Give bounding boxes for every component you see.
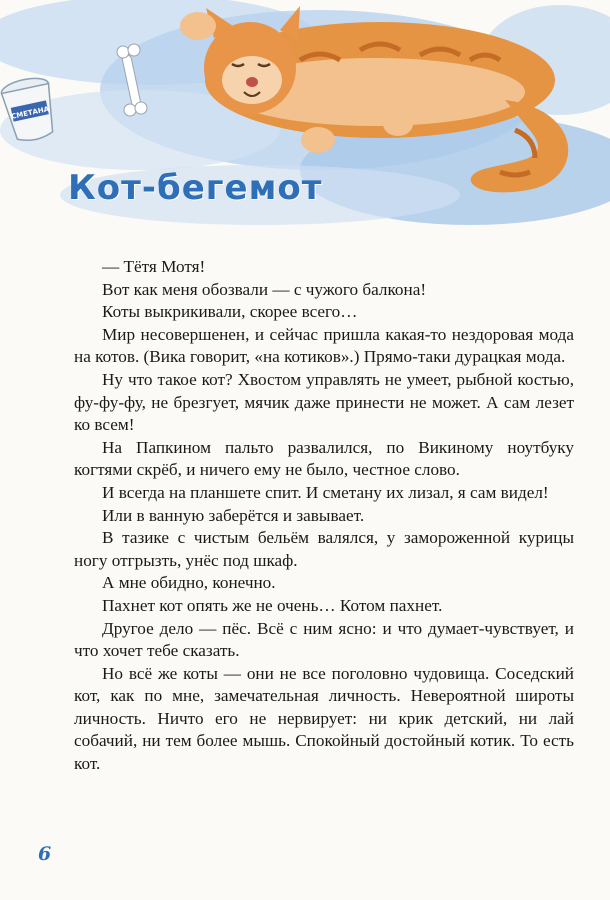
paragraph: Ну что такое кот? Хвостом управлять не умеет, рыбной костью, фу-фу-фу, не брезгует, мячик даже принести не может. А сам лезет ко всем!: [74, 369, 574, 435]
paragraph: В тазике с чистым бельём валялся, у замороженной курицы ногу отгрызть, унёс под шкаф.: [74, 528, 574, 570]
paragraph: Но всё же коты — они не все поголовно чудовища. Соседский кот, как по мне, замечательная личность. Невероятной широты личность. Ничто его не нервирует: ни крик детский, ни лай собачий, ни тем более мышь. Спокойный достойный котик. То есть кот.: [74, 663, 574, 774]
paragraph: Вот как меня обозвали — с чужого балкона!: [102, 279, 427, 299]
chapter-title: Кот-бегемот: [68, 168, 323, 208]
paragraph: — Тётя Мотя!: [102, 257, 206, 276]
page-number: 6: [38, 843, 52, 865]
paragraph: А мне обидно, конечно.: [102, 573, 276, 593]
paragraph: Или в ванную заберётся и завывает.: [102, 505, 365, 525]
paragraph: Коты выкрикивали, скорее всего…: [102, 302, 358, 322]
can-label: СМЕТАНА: [10, 105, 50, 121]
paragraph: И всегда на планшете спит. И сметану их лизал, я сам видел!: [102, 482, 549, 502]
story-text: [74, 256, 574, 776]
header-illustration: [0, 0, 610, 260]
paragraph: На Папкином пальто развалился, по Викиному ноутбуку когтями скрёб, и ничего ему не было, честное слово.: [74, 437, 574, 480]
paragraph: Пахнет кот опять же не очень… Котом пахнет.: [102, 595, 443, 615]
paragraph: Другое дело — пёс. Всё с ним ясно: и что думает-чувствует, и что хочет тебе сказать.: [74, 618, 574, 661]
paragraph: Мир несовершенен, и сейчас пришла какая-то нездоровая мода на котов. (Вика говорит, «на котиков».) Прямо-таки дурацкая мода.: [74, 324, 574, 367]
